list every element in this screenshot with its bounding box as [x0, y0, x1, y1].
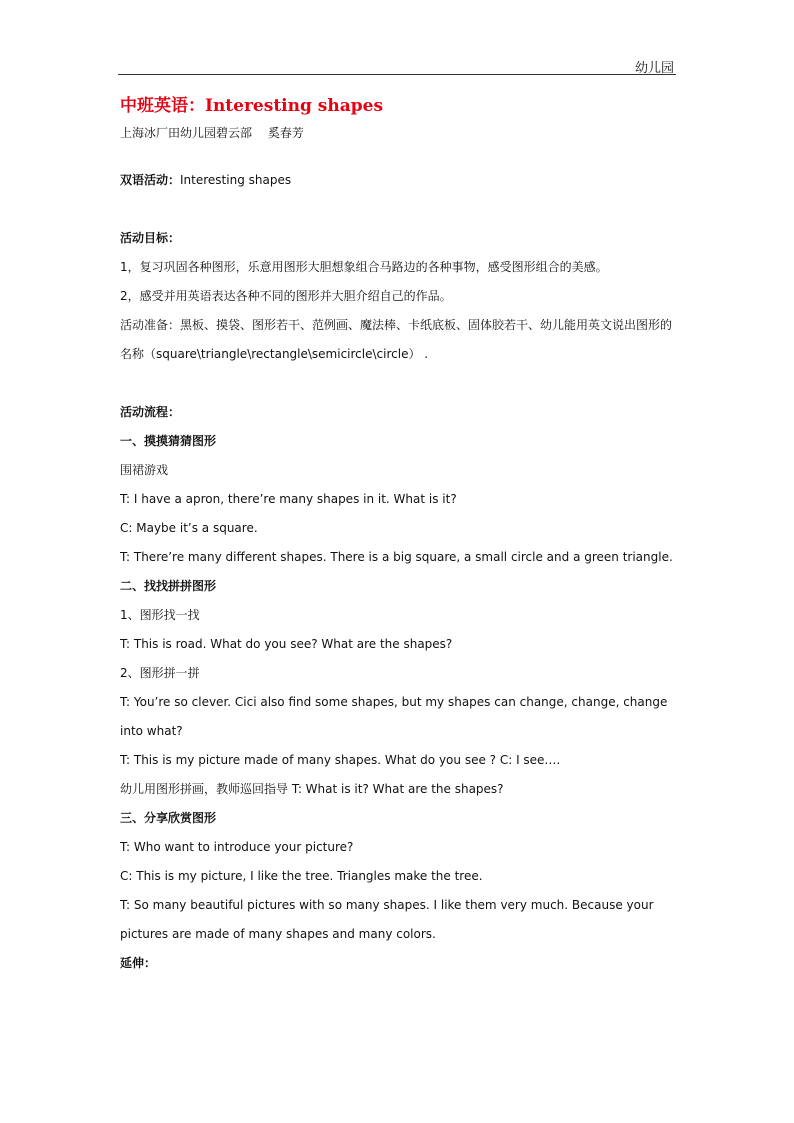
spacer: [120, 369, 680, 398]
dialogue-line: T: There’re many different shapes. There is a big square, a small circle and a green triangle.: [120, 550, 673, 564]
activity-label: 双语活动：: [120, 173, 181, 187]
spacer: [120, 195, 680, 224]
guidance-line: 幼儿用图形拼画，教师巡回指导 T: What is it? What are the shapes?: [120, 782, 504, 796]
dialogue-line: into what?: [120, 724, 183, 738]
goals-heading: 活动目标：: [120, 231, 181, 245]
activity-name: Interesting shapes: [180, 173, 292, 187]
header-rule: [118, 74, 676, 75]
section-2-heading: 二、找找拼拼图形: [120, 579, 217, 593]
activity-line: [120, 166, 680, 195]
dialogue-line: C: Maybe it’s a square.: [120, 521, 258, 535]
dialogue-line: C: This is my picture, I like the tree. Triangles make the tree.: [120, 869, 483, 883]
dialogue-line: T: Who want to introduce your picture?: [120, 840, 354, 854]
page-title: 中班英语：Interesting shapes: [120, 96, 384, 116]
extension-heading: 延伸：: [120, 956, 157, 970]
section-1-heading: 一、摸摸猜猜图形: [120, 434, 217, 448]
dialogue-line: pictures are made of many shapes and many colors.: [120, 927, 436, 941]
dialogue-line: T: So many beautiful pictures with so many shapes. I like them very much. Because your: [120, 898, 654, 912]
author-line: 上海冰厂田幼儿园碧云部 奚春芳: [120, 126, 304, 140]
header-label: 幼儿园: [634, 61, 674, 76]
section-2-sub-2: 2、图形拼一拼: [120, 666, 200, 680]
section-3-heading: 三、分享欣赏图形: [120, 811, 217, 825]
preparation-line-2: 名称（square\triangle\rectangle\semicircle\circle） .: [120, 347, 429, 361]
dialogue-line: T: This is road. What do you see? What are the shapes?: [120, 637, 453, 651]
process-heading: 活动流程：: [120, 405, 181, 419]
preparation-line-1: 活动准备：黑板、摸袋、图形若干、范例画、魔法棒、卡纸底板、固体胶若干、幼儿能用英文说出图形的: [120, 318, 673, 332]
goal-1: 1，复习巩固各种图形，乐意用图形大胆想象组合马路边的各种事物，感受图形组合的美感。: [120, 260, 608, 274]
dialogue-line: T: You’re so clever. Cici also find some shapes, but my shapes can change, change, change: [120, 695, 668, 709]
section-1-game: 围裙游戏: [120, 463, 169, 477]
dialogue-line: T: This is my picture made of many shapes. What do you see ? C: I see….: [120, 753, 561, 767]
section-2-sub-1: 1、图形找一找: [120, 608, 200, 622]
goal-2: 2，感受并用英语表达各种不同的图形并大胆介绍自己的作品。: [120, 289, 452, 303]
document-body: [120, 94, 680, 978]
dialogue-line: T: I have a apron, there’re many shapes in it. What is it?: [120, 492, 457, 506]
